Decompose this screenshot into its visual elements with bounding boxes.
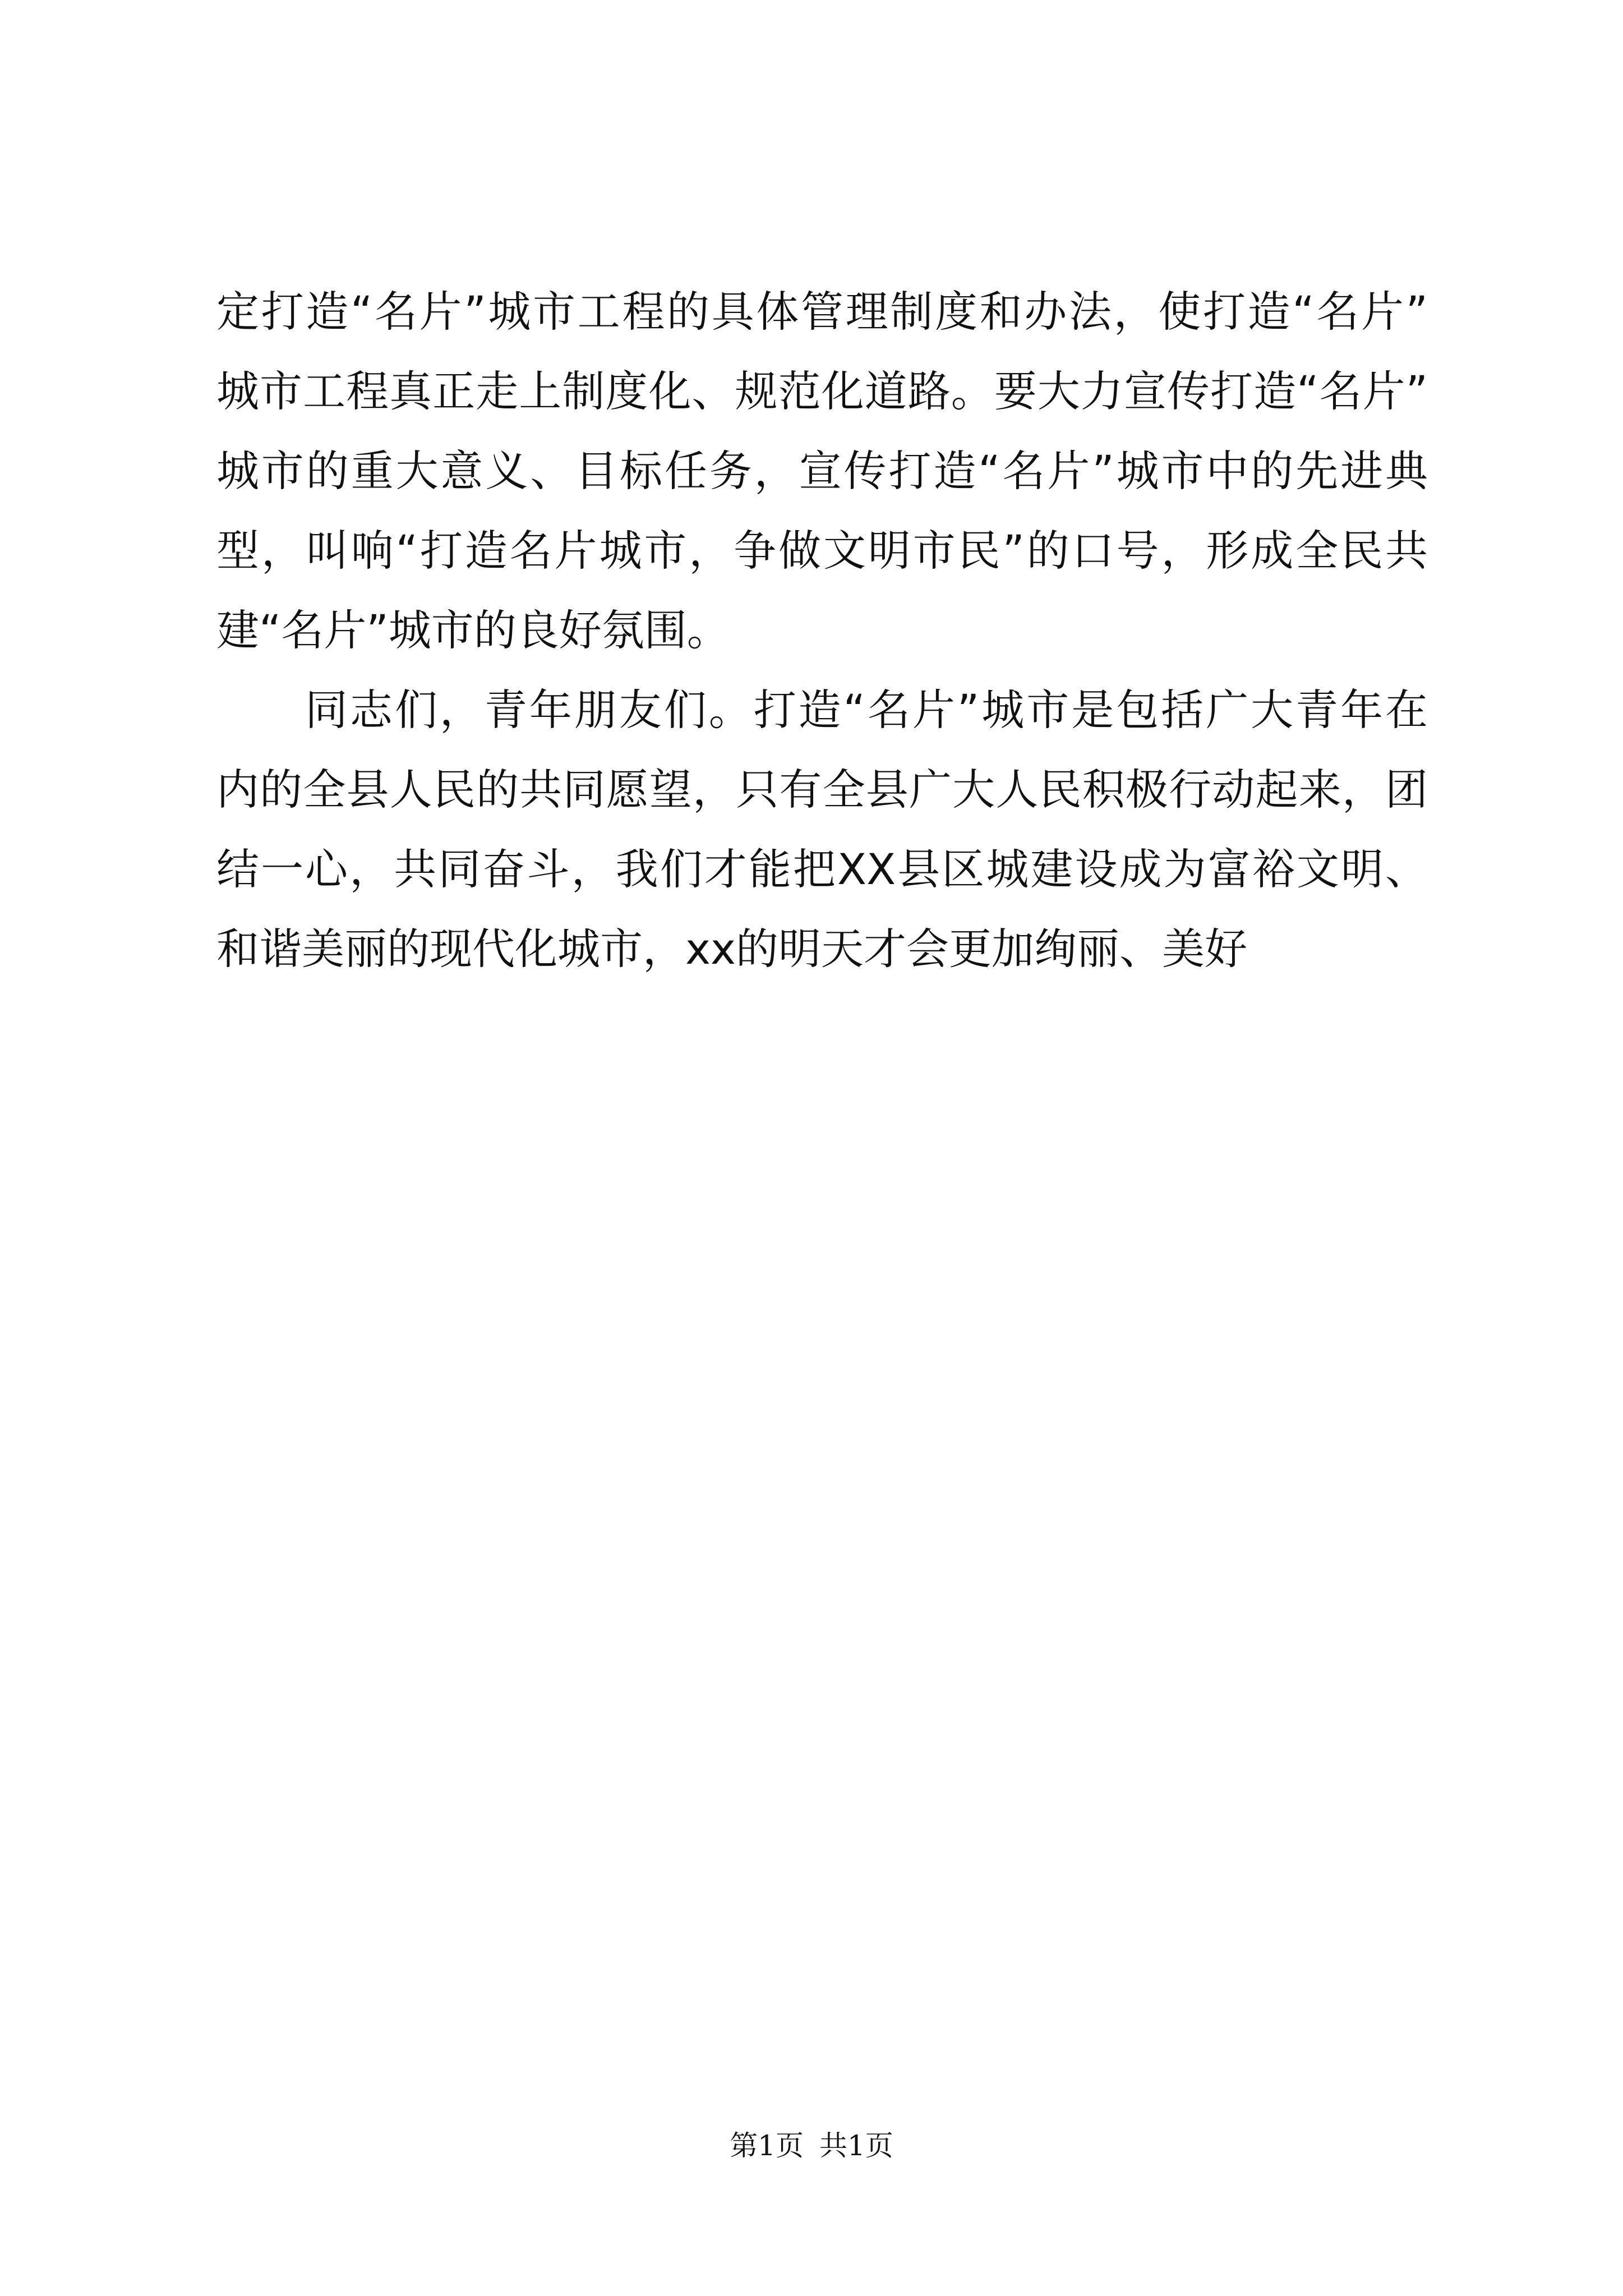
text-line: 内的全县人民的共同愿望，只有全县广大人民积极行动起来，团 — [216, 765, 1428, 815]
text-line: 建“名片”城市的良好氛围。 — [216, 605, 730, 655]
page-total: 共1页 — [819, 2129, 893, 2162]
page-number: 第1页 — [730, 2129, 804, 2162]
text-line: 和谐美丽的现代化城市，xx的明天才会更加绚丽、美好 — [216, 924, 1247, 974]
page-footer — [0, 2126, 1623, 2165]
document-body — [216, 272, 1428, 989]
text-line: 城市的重大意义、目标任务，宣传打造“名片”城市中的先进典 — [216, 446, 1428, 496]
text-line: 型，叫响“打造名片城市，争做文明市民”的口号，形成全民共 — [216, 526, 1428, 576]
text-line: 城市工程真正走上制度化、规范化道路。要大力宣传打造“名片” — [216, 366, 1428, 416]
text-line: 定打造“名片”城市工程的具体管理制度和办法，使打造“名片” — [216, 287, 1428, 337]
text-line: 结一心，共同奋斗，我们才能把XX县区城建设成为富裕文明、 — [216, 844, 1428, 894]
paragraph-first-line: 同志们，青年朋友们。打造“名片”城市是包括广大青年在 — [305, 685, 1428, 735]
